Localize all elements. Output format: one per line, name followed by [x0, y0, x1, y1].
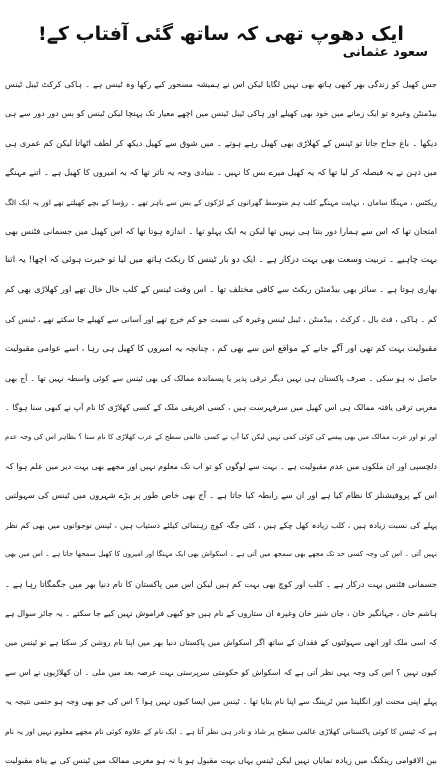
- article-line-text: کہ اسی ملک اور انھی سہولتوں کے فقدان کے ساتھ اگر اسکواش میں پاکستان دنیا بھر میں اپنا نام روشن کر سکتا ہے تو ٹینس میں: [5, 638, 437, 648]
- article-line: [5, 423, 437, 452]
- article-line-text: ریکٹس ، مہنگا سامان ، نہایت مہنگے کلب ہم متوسط گھرانوں کے لڑکوں کے بس سے باہر تھے ۔ رؤسا کے بچے کھیلتے تھے اور یہ ایک الگ: [5, 197, 437, 207]
- article-title: ایک دھوپ تھی کہ ساتھ گئی آفتاب کے!: [38, 22, 404, 45]
- article-line-text: نہیں آتی ۔ اس کی وجہ کسی حد تک مجھے بھی سمجھ میں آتی ہے ۔ اسکواش بھی ایک مہنگا اور امیروں کا کھیل سمجھا جاتا ہے ۔ اس میں بھی: [5, 550, 437, 559]
- article-line-text: بہت چاہیے ۔ تربیت وسعت بھی بہت درکار ہے ۔ ایک دو بار ٹینس کا ریکٹ ہاتھ میں لیا تو حیرت ہوئی کہ اچھا! یہ اتنا: [5, 255, 437, 266]
- article-line-text: جسمانی فٹنس بہت درکار ہے ۔ کلب اور کوچ بھی بہت کم ہیں لیکن اس میں پاکستان کا نام دنیا بھر میں جگمگاتا رہا ہے ۔: [5, 578, 437, 589]
- article-line: [5, 570, 437, 599]
- article-line-text: دلچسپی اور ان ملکوں میں عدم مقبولیت ہے ۔ بہت سے لوگوں کو تو اب تک معلوم نہیں اور مجھے بھی بہت دیر میں علم ہوا کہ: [5, 462, 437, 472]
- article-line: [5, 276, 437, 305]
- article-line-text: مقبولیت بہت کم تھی اور آگے جانے کے مواقع اس سے بھی کم ، چنانچہ یہ امیروں کا کھیل ہی رہا ، اسے عوامی مقبولیت: [5, 343, 437, 354]
- article-line: [5, 364, 437, 393]
- article-line-text: دیکھا ۔ باغ جناح جاتا تو ٹینس کے کھلاڑی بھی کھیل رہے ہوتے ۔ میں شوق سے کھیل دیکھ کر لطف اٹھاتا لیکن کم عمری ہی: [5, 137, 437, 148]
- article-line: [5, 687, 437, 716]
- article-line: [5, 393, 437, 422]
- article-body: [5, 70, 437, 775]
- article-line-text: اس کے پروفیشنلز کا نظام کیا ہے اور ان سے رابطہ کیا جاتا ہے ۔ آج بھی خاص طور پر بڑے شہروں میں ٹینس کی سہولتیں: [5, 490, 437, 501]
- article-line-text: پہلے کی نسبت زیادہ ہیں ، کلب زیادہ کھل چکے ہیں ، کئی جگہ کوچ رہنمائی کیلئے دستیاب ہیں ، ٹینس نوجوانوں میں بھی کم نظر: [5, 520, 437, 530]
- article-line: [5, 540, 437, 569]
- article-line: [5, 452, 437, 481]
- article-line-text: میں ذہن نے یہ فیصلہ کر لیا تھا کہ یہ کھیل میرے بس کا نہیں ۔ بنیادی وجہ یہ تاثر تھا کہ یہ امیروں کا کھیل ہے ۔ اتنے مہنگے: [5, 167, 437, 178]
- article-line: [5, 99, 437, 128]
- article-line-text: جس کھیل کو زندگی بھر کبھی ہاتھ بھی نہیں لگایا لیکن اس نے ہمیشہ مسحور کیے رکھا وہ ٹینس ہے ۔ ہاکی کرکٹ ٹیبل ٹینس: [5, 80, 437, 89]
- article-line: [5, 335, 437, 364]
- article-line: [5, 481, 437, 510]
- author-name: سعود عثمانی: [342, 45, 428, 60]
- article-line-text: کم ۔ ہاکی ، فٹ بال ، کرکٹ ، بیڈمنٹن ، ٹیبل ٹینس وغیرہ کی نسبت جو کم خرچ تھے اور آسانی سے کھیلے جا سکتے تھے ، ٹینس کی: [5, 315, 437, 325]
- article-line: [5, 628, 437, 657]
- article-line: [5, 70, 437, 99]
- article-line: [5, 188, 437, 217]
- article-line-text: بین الاقوامی رینکنگ میں زیادہ نمایاں نہیں لیکن ٹینس یہاں بہت مقبول ہو یا نہ ہو مغربی ممالک میں ٹینس کی بے پناہ مقبولیت: [5, 755, 437, 765]
- article-line-text: کیوں نہیں ؟ اس کی وجہ یہی نظر آتی ہے کہ اسکواش کو حکومتی سرپرستی بہت عرصہ بعد میں ملی ۔ ان کھلاڑیوں نے اس سے: [5, 667, 437, 677]
- article-line: [5, 246, 437, 275]
- article-line-text: مغربی ترقی یافتہ ممالک ہی اس کھیل میں سرفہرست ہیں ، کسی افریقی ملک کے کسی کھلاڑی کا نام آپ نے کبھی سنا ہوگا ۔: [5, 403, 437, 413]
- article-line: [5, 599, 437, 628]
- article-line: [5, 511, 437, 540]
- article-line: [5, 305, 437, 334]
- article-line: [5, 746, 437, 775]
- article-line-text: ہے کہ ٹینس کا کوئی پاکستانی کھلاڑی عالمی سطح پر شاذ و نادر ہی نظر آتا ہے ۔ ایک نام کے علاوہ کوئی نام مجھے معلوم نہیں اور یہ نام: [5, 726, 437, 736]
- article-line: [5, 217, 437, 246]
- article-line-text: امتحان تھا کہ اس سے ہمارا دور بنتا ہی نہیں تھا لیکن یہ ایک پہلو تھا ۔ اندازہ ہوتا تھا کہ اس کھیل میں جسمانی فٹنس بھی: [5, 225, 437, 236]
- article-line: [5, 658, 437, 687]
- article-line-text: بھاری ہوتا ہے ۔ سائز بھی بیڈمنٹن ریکٹ سے کافی مختلف تھا ۔ اس وقت ٹینس کے کلب خال خال تھے اور کھلاڑی بھی کم: [5, 284, 437, 295]
- article-line-text: حاصل نہ ہو سکی ۔ صرف پاکستان ہی نہیں دیگر ترقی پذیر یا پسماندہ ممالک کی بھی ٹینس سے کوئی واسطہ نہیں تھا ۔ آج بھی: [5, 373, 437, 383]
- article-line-text: پہلے اپنی محنت اور انگلینڈ میں ٹریننگ سے اپنا نام بنایا تھا ۔ ٹینس میں ایسا کیوں نہیں ہوا ؟ اس کی جو بھی وجہ ہو حتمی نتیجہ یہ: [5, 697, 437, 707]
- article-line: [5, 129, 437, 158]
- article-line: [5, 717, 437, 746]
- article-line: [5, 158, 437, 187]
- article-line-text: اور تو اور عرب ممالک میں بھی پیسے کی کوئی کمی نہیں لیکن کیا آپ نے کسی عالمی سطح کے عرب کھلاڑی کا نام سنا ؟ بظاہر اس کی وجہ عدم: [5, 432, 437, 441]
- article-line-text: ہاشم خان ، جہانگیر خان ، جان شیر خان وغیرہ ان ستاروں کے نام ہیں جو کبھی فراموش نہیں کیے جا سکتے ۔ یہ جائز سوال ہے: [5, 609, 437, 619]
- article-line-text: بیڈمنٹن وغیرہ تو ایک زمانے میں خود بھی کھیلے اور ہاکی ٹیبل ٹینس میں اچھے معیار تک پہنچا لیکن ٹینس کو بس دور دور سے ہی: [5, 109, 437, 119]
